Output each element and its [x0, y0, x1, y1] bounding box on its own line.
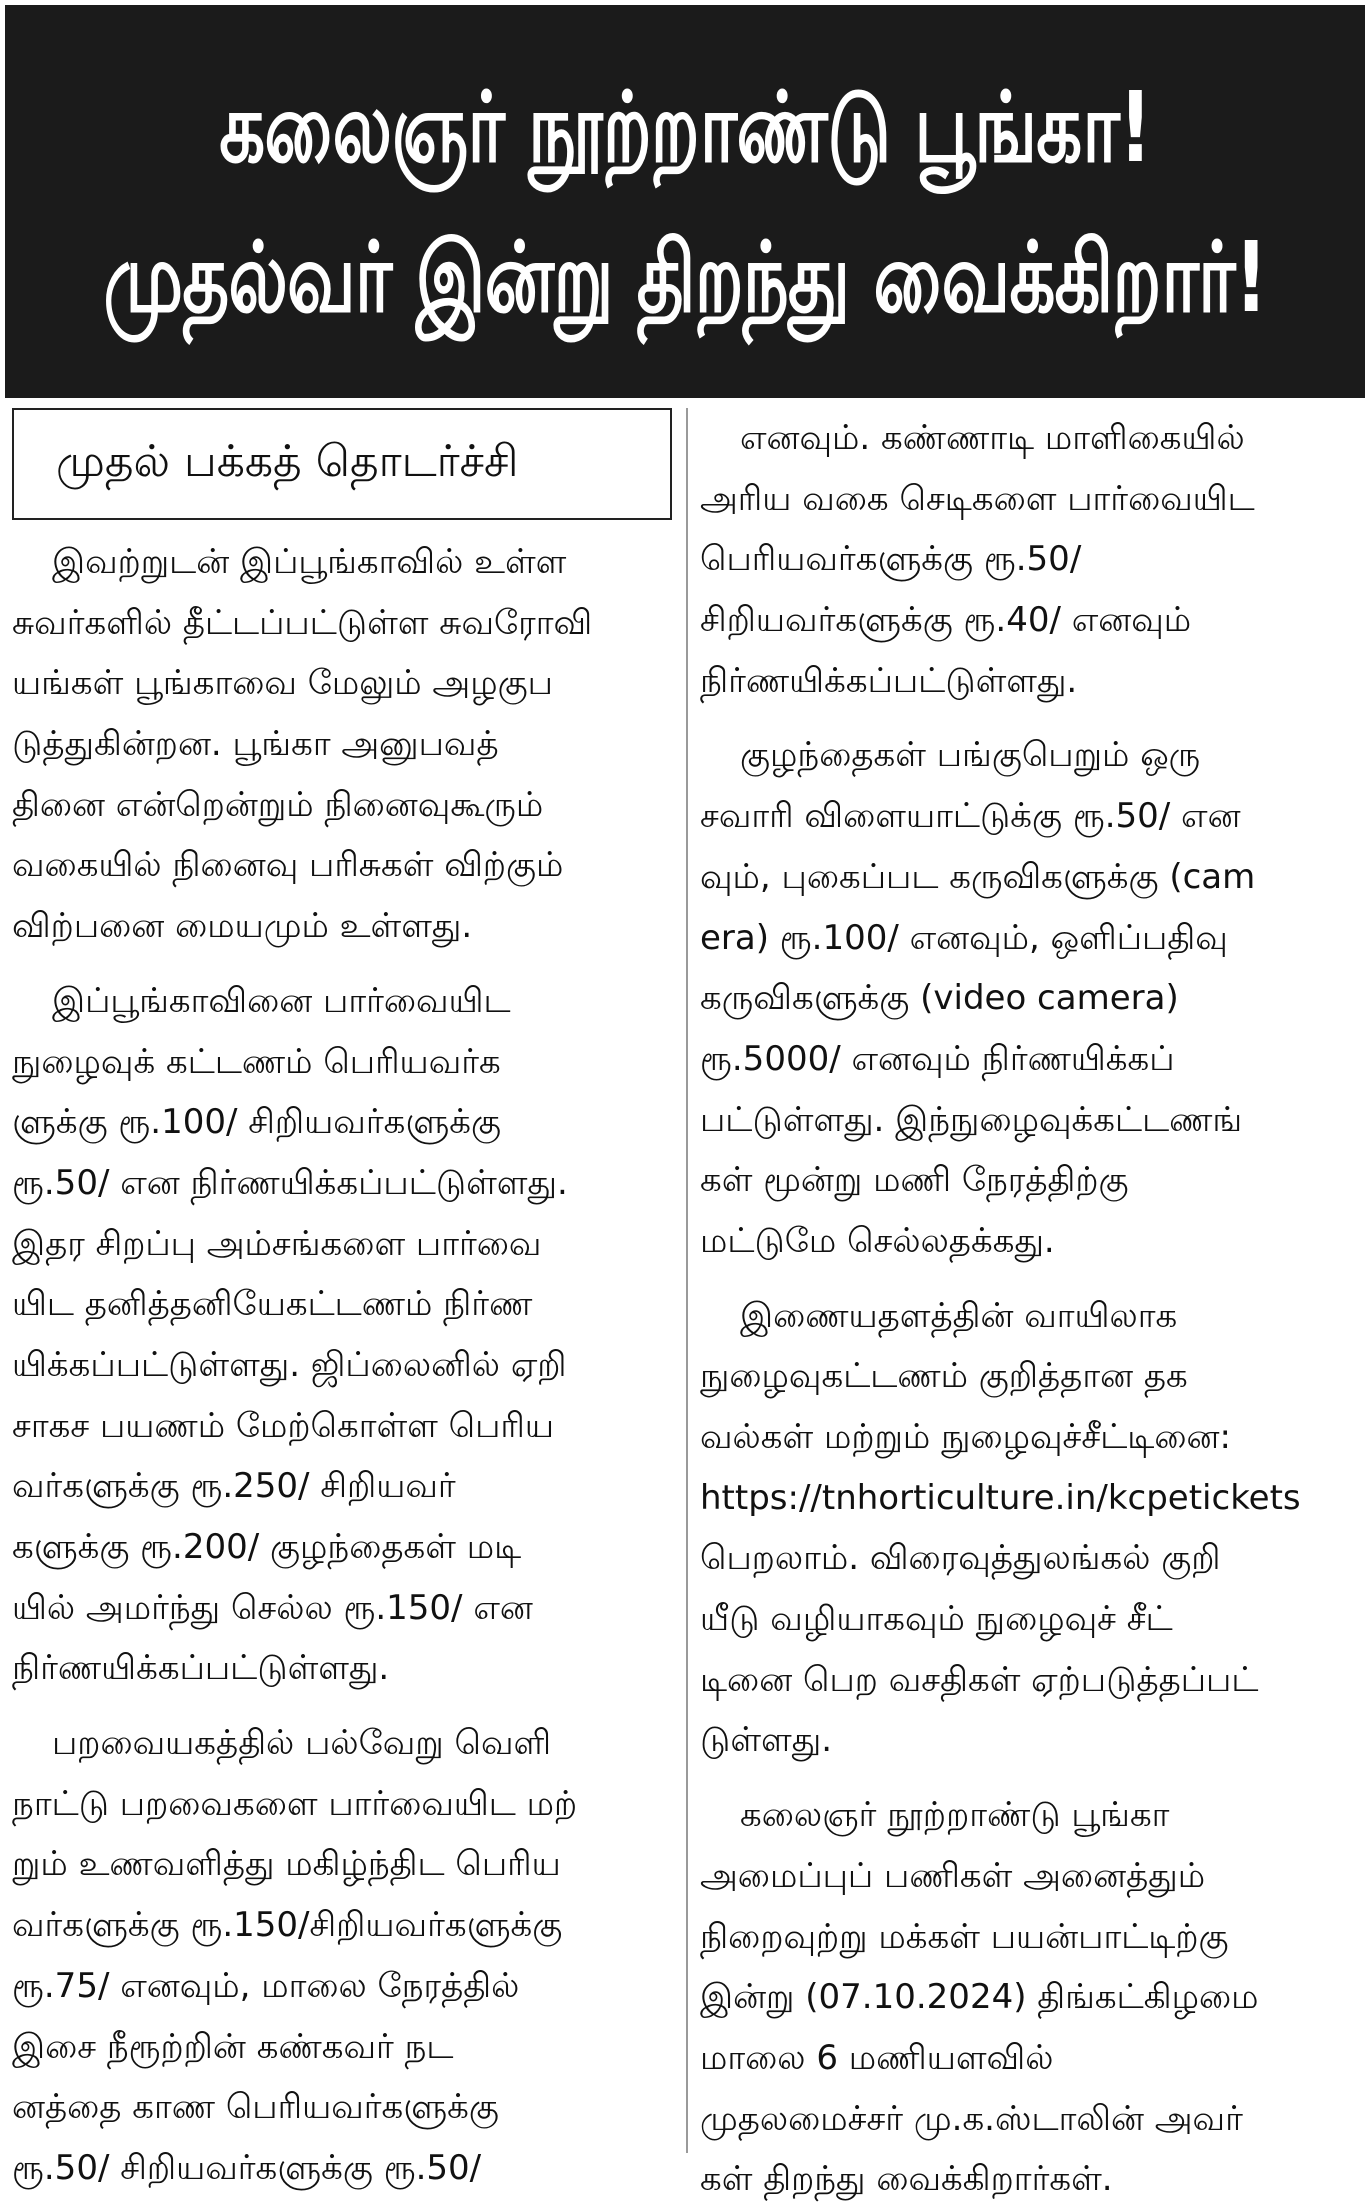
text-line: நிர்ணயிக்கப்பட்டுள்ளது. — [12, 1648, 390, 1689]
text-line: யங்கள் பூங்காவை மேலும் அழகுப — [12, 663, 553, 704]
text-line: இப்பூங்காவினை பார்வையிட — [52, 980, 511, 1021]
left-paragraph-2 — [12, 971, 674, 1699]
text-line: வகையில் நினைவு பரிசுகள் விற்கும் — [12, 845, 564, 886]
text-line: சுவர்களில் தீட்டப்பட்டுள்ள சுவரோவி — [12, 602, 593, 643]
text-line: நிர்ணயிக்கப்பட்டுள்ளது. — [700, 660, 1078, 701]
text-line: கள் மூன்று மணி நேரத்திற்கு — [700, 1160, 1129, 1201]
text-line: நுழைவுகட்டணம் குறித்தான தக — [700, 1356, 1188, 1397]
text-line: சவாரி விளையாட்டுக்கு ரூ.50/ என — [700, 796, 1241, 837]
text-line: யிக்கப்பட்டுள்ளது. ஜிப்லைனில் ஏறி — [12, 1344, 567, 1385]
text-line: குழந்தைகள் பங்குபெறும் ஒரு — [740, 735, 1201, 776]
text-line: பெறலாம். விரைவுத்துலங்கல் குறி — [700, 1538, 1221, 1579]
text-line: யிட தனித்தனியேகட்டணம் நிர்ண — [12, 1284, 533, 1325]
text-line: பெரியவர்களுக்கு ரூ.50/ — [700, 539, 1082, 580]
text-line: ரூ.50/ சிறியவர்களுக்கு ரூ.50/ — [12, 2147, 482, 2188]
right-paragraph-1 — [700, 408, 1362, 711]
text-line: வர்களுக்கு ரூ.250/ சிறியவர் — [12, 1466, 456, 1507]
text-line: கருவிகளுக்கு (video camera) — [700, 978, 1179, 1019]
text-line: விற்பனை மையமும் உள்ளது. — [12, 906, 473, 947]
text-line: era) ரூ.100/ எனவும், ஒளிப்பதிவு — [700, 917, 1228, 958]
text-line: வும், புகைப்பட கருவிகளுக்கு (cam — [700, 856, 1256, 897]
right-paragraph-2 — [700, 725, 1362, 1271]
text-line: வல்கள் மற்றும் நுழைவுச்சீட்டினை: — [700, 1417, 1231, 1457]
text-line: சிறியவர்களுக்கு ரூ.40/ எனவும் — [700, 600, 1192, 641]
text-line: கலைஞர் நூற்றாண்டு பூங்கா — [740, 1795, 1170, 1836]
text-line: வர்களுக்கு ரூ.150/சிறியவர்களுக்கு — [12, 1905, 563, 1946]
text-line: ரூ.75/ எனவும், மாலை நேரத்தில் — [12, 1965, 520, 2006]
text-line: இணையதளத்தின் வாயிலாக — [740, 1295, 1178, 1336]
continuation-box — [12, 408, 672, 520]
text-line: நிறைவுற்று மக்கள் பயன்பாட்டிற்கு — [700, 1916, 1229, 1957]
text-line: எனவும். கண்ணாடி மாளிகையில் — [740, 418, 1245, 458]
text-line: முதலமைச்சர் மு.க.ஸ்டாலின் அவர் — [700, 2098, 1243, 2139]
text-line: யில் அமர்ந்து செல்ல ரூ.150/ என — [12, 1587, 533, 1628]
text-line: றும் உணவளித்து மகிழ்ந்திட பெரிய — [12, 1844, 561, 1885]
left-column — [12, 408, 674, 2199]
text-line: ளுக்கு ரூ.100/ சிறியவர்களுக்கு — [12, 1102, 501, 1143]
text-line: டுத்துகின்றன. பூங்கா அனுபவத் — [12, 724, 499, 765]
left-paragraph-3 — [12, 1713, 674, 2199]
headline-banner — [5, 5, 1365, 398]
text-line: சாகச பயணம் மேற்கொள்ள பெரிய — [12, 1405, 555, 1446]
text-line: நுழைவுக் கட்டணம் பெரியவர்க — [12, 1041, 501, 1082]
text-line: அரிய வகை செடிகளை பார்வையிட — [700, 478, 1255, 519]
text-line: தினை என்றென்றும் நினைவுகூரும் — [12, 784, 544, 825]
left-paragraph-1 — [12, 532, 674, 957]
text-line: நாட்டு பறவைகளை பார்வையிட மற் — [12, 1783, 578, 1824]
text-line: இன்று (07.10.2024) திங்கட்கிழமை — [700, 1977, 1259, 2018]
text-line: ரூ.5000/ எனவும் நிர்ணயிக்கப் — [700, 1038, 1175, 1079]
continuation-label: முதல் பக்கத் தொடர்ச்சி — [56, 435, 519, 487]
text-line: இசை நீரூற்றின் கண்கவர் நட — [12, 2026, 454, 2067]
text-line: இவற்றுடன் இப்பூங்காவில் உள்ள — [52, 542, 567, 582]
column-divider — [686, 408, 688, 2153]
text-line: அமைப்புப் பணிகள் அனைத்தும் — [700, 1855, 1206, 1896]
text-line: மாலை 6 மணியளவில் — [700, 2037, 1054, 2078]
text-line: னத்தை காண பெரியவர்களுக்கு — [12, 2087, 499, 2128]
text-line: டுள்ளது. — [700, 1720, 832, 1761]
right-paragraph-4 — [700, 1785, 1362, 2210]
text-line: பறவையகத்தில் பல்வேறு வெளி — [52, 1723, 552, 1764]
text-line: ரூ.50/ என நிர்ணயிக்கப்பட்டுள்ளது. — [12, 1162, 568, 1203]
headline-line-2: முதல்வர் இன்று திறந்து வைக்கிறார்! — [103, 219, 1267, 334]
text-line: https://tnhorticulture.in/kcpetickets — [700, 1477, 1301, 1518]
text-line: கள் திறந்து வைக்கிறார்கள். — [700, 2159, 1113, 2200]
text-line: மட்டுமே செல்லதக்கது. — [700, 1220, 1055, 1261]
text-line: பட்டுள்ளது. இந்நுழைவுக்கட்டணங் — [700, 1099, 1243, 1140]
right-column — [700, 408, 1362, 2210]
text-line: இதர சிறப்பு அம்சங்களை பார்வை — [12, 1223, 542, 1264]
text-line: களுக்கு ரூ.200/ குழந்தைகள் மடி — [12, 1527, 522, 1567]
text-line: டினை பெற வசதிகள் ஏற்படுத்தப்பட் — [700, 1659, 1259, 1700]
headline-line-1: கலைஞர் நூற்றாண்டு பூங்கா! — [219, 69, 1151, 184]
text-line: யீடு வழியாகவும் நுழைவுச் சீட் — [700, 1599, 1173, 1640]
right-paragraph-3 — [700, 1286, 1362, 1772]
